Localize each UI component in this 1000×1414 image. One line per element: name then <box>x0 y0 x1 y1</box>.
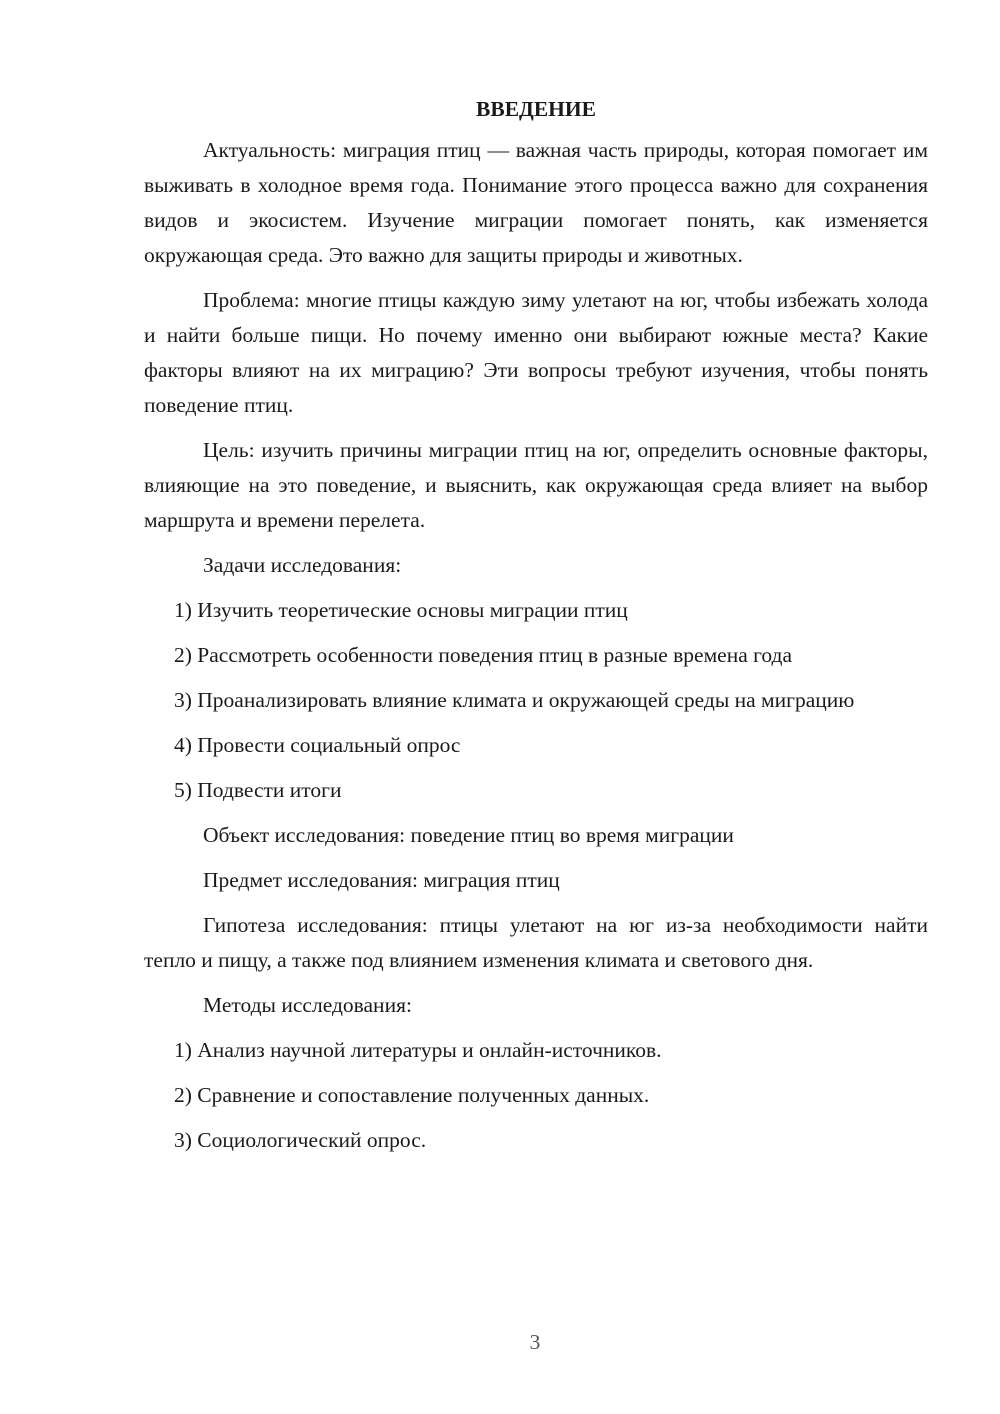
list-item-method-3: 3) Социологический опрос. <box>174 1128 427 1152</box>
paragraph-problem: Проблема: многие птицы каждую зиму улетают на юг, чтобы избежать холода и найти больше пищи. Но почему именно они выбирают южные места? Какие факторы влияют на их миграцию? Эти вопросы требуют изучения, чтобы понять поведение птиц. <box>144 288 928 417</box>
paragraph-hypothesis: Гипотеза исследования: птицы улетают на юг из-за необходимости найти тепло и пищу, а также под влиянием изменения климата и светового дня. <box>144 913 928 972</box>
paragraph-goal: Цель: изучить причины миграции птиц на юг, определить основные факторы, влияющие на это поведение, и выяснить, как окружающая среда влияет на выбор маршрута и времени перелета. <box>144 438 928 532</box>
document-page <box>144 92 928 1168</box>
page-title: ВВЕДЕНИЕ <box>476 97 596 121</box>
list-item-task-4: 4) Провести социальный опрос <box>174 733 461 757</box>
paragraph-relevance: Актуальность: миграция птиц — важная часть природы, которая помогает им выживать в холодное время года. Понимание этого процесса важно для сохранения видов и экосистем. Изучение миграции помогает понять, как изменяется окружающая среда. Это важно для защиты природы и животных. <box>144 138 928 267</box>
tasks-heading: Задачи исследования: <box>203 553 402 577</box>
list-item-task-5: 5) Подвести итоги <box>174 778 342 802</box>
paragraph-object: Объект исследования: поведение птиц во время миграции <box>203 823 734 847</box>
list-item-method-1: 1) Анализ научной литературы и онлайн-источников. <box>174 1038 662 1062</box>
page-number: 3 <box>529 1330 541 1354</box>
list-item-task-1: 1) Изучить теоретические основы миграции птиц <box>174 598 628 622</box>
list-item-task-2: 2) Рассмотреть особенности поведения птиц в разные времена года <box>174 643 793 667</box>
list-item-task-3: 3) Проанализировать влияние климата и окружающей среды на миграцию <box>174 688 855 712</box>
list-item-method-2: 2) Сравнение и сопоставление полученных данных. <box>174 1083 650 1107</box>
methods-heading: Методы исследования: <box>203 993 412 1017</box>
paragraph-subject: Предмет исследования: миграция птиц <box>203 868 560 892</box>
